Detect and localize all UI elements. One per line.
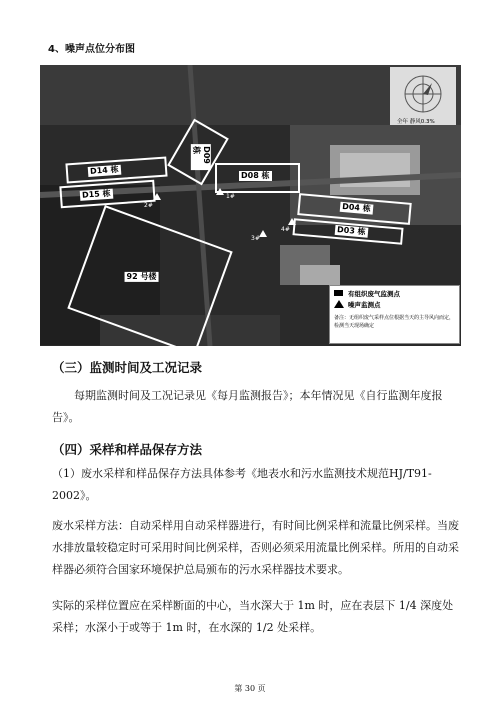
noise-point-3-label: 3# bbox=[251, 235, 260, 242]
building-92-label: 92 号楼 bbox=[126, 271, 157, 281]
map-legend bbox=[329, 285, 460, 344]
building-d15-label: D15 栋 bbox=[80, 189, 113, 201]
legend-item-noise: 噪声监测点 bbox=[348, 301, 381, 309]
section4-item1: （1）废水采样和样品保存方法具体参考《地表水和污水监测技术规范HJ/T91-2002》。 bbox=[52, 467, 432, 502]
building-d08-label: D08 栋 bbox=[241, 171, 270, 180]
noise-point-3-marker bbox=[259, 230, 267, 237]
noise-monitoring-map bbox=[40, 65, 461, 346]
noise-point-1-label: 1# bbox=[226, 193, 235, 200]
section3-paragraph: 每期监测时间及工况记录见《每月监测报告》；本年情况见《自行监测年度报告》。 bbox=[52, 389, 443, 424]
legend-item-exhaust: 有组织废气监测点 bbox=[348, 290, 400, 298]
noise-point-4-label: 4# bbox=[281, 226, 290, 233]
legend-note: 备注：无组织废气采样点位根据当天的主导风向而定，检测当天现场确定 bbox=[334, 315, 455, 329]
noise-point-4-marker bbox=[288, 218, 296, 225]
building-d08 bbox=[215, 163, 300, 193]
section3-title: （三）监测时间及工况记录 bbox=[52, 360, 203, 375]
section4-sampling-method: 废水采样方法：自动采样用自动采样器进行，有时间比例采样和流量比例采样。当废水排放量较稳定时可采用时间比例采样，否则必须采用流量比例采样。所用的自动采样器必须符合国家环境保护总局颁布的污水采样器技术要求。 bbox=[52, 519, 459, 576]
section4-sampling-position: 实际的采样位置应在采样断面的中心，当水深大于 1m 时，应在表层下 1/4 深度处采样；水深小于或等于 1m 时，在水深的 1/2 处采样。 bbox=[52, 599, 454, 634]
noise-point-2-marker bbox=[153, 193, 161, 200]
noise-point-1-marker bbox=[216, 188, 224, 195]
exhaust-point-symbol bbox=[334, 290, 343, 296]
section4-title: （四）采样和样品保存方法 bbox=[52, 442, 203, 457]
noise-point-symbol bbox=[334, 300, 344, 308]
section-heading: 4、噪声点位分布图 bbox=[48, 44, 135, 55]
building-d03-label: D03 栋 bbox=[335, 225, 368, 238]
building-d04-label: D04 栋 bbox=[340, 202, 373, 215]
building-d14-label: D14 栋 bbox=[88, 165, 121, 177]
building-d09-label: D09 栋 bbox=[191, 144, 211, 170]
page-number: 第 30 页 bbox=[234, 684, 266, 693]
wind-rose-caption: 全年 静风0.3% bbox=[397, 119, 435, 125]
noise-point-2-label: 2# bbox=[144, 202, 153, 209]
